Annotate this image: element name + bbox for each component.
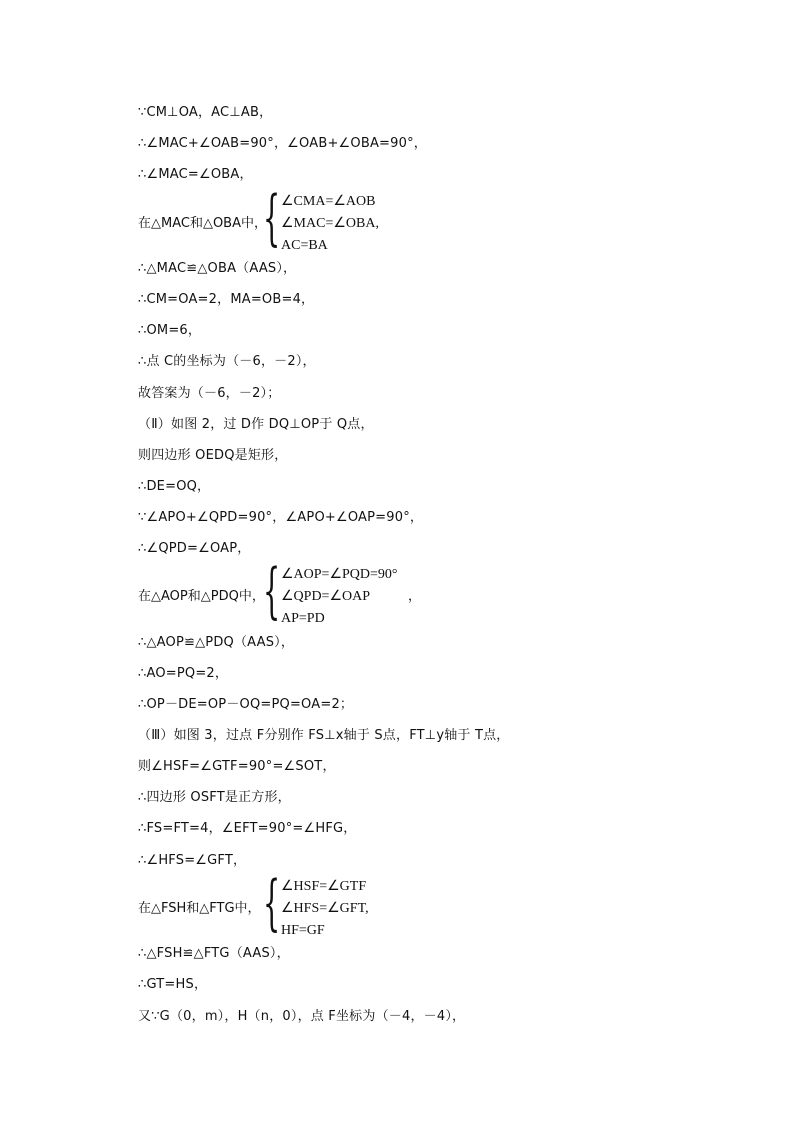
text-line: （Ⅲ）如图 3，过点 F分别作 FS⊥x轴于 S点，FT⊥y轴于 T点， <box>138 728 510 743</box>
text-line: ∴△FSH≌△FTG（AAS）， <box>138 946 290 961</box>
equation: AP=PD <box>281 611 325 626</box>
text-line: ∴OM=6， <box>138 323 202 338</box>
text-line: ∴点 C的坐标为（－6，－2）， <box>138 354 316 369</box>
text-line: ∴∠MAC+∠OAB=90°，∠OAB+∠OBA=90°， <box>138 136 427 151</box>
text-line: ∴四边形 OSFT是正方形， <box>138 790 291 805</box>
text-line: 故答案为（－6，－2）； <box>138 386 281 401</box>
text-line: 则四边形 OEDQ是矩形， <box>138 448 288 463</box>
text-line: 又∵G（0，m），H（n，0），点 F坐标为（－4，－4）， <box>138 1009 466 1024</box>
equation: ∠CMA=∠AOB <box>281 194 376 209</box>
system-lead: 在△MAC和△OBA中， <box>138 216 267 231</box>
brace: { <box>263 868 281 938</box>
text-line: （Ⅱ）如图 2，过 D作 DQ⊥OP于 Q点， <box>138 417 374 432</box>
text-line: ∴OP－DE=OP－OQ=PQ=OA=2； <box>138 697 354 712</box>
brace: { <box>263 556 281 626</box>
system-equations <box>281 565 398 631</box>
text-line: ∴DE=OQ， <box>138 479 211 494</box>
text-line: ∴△AOP≌△PDQ（AAS）， <box>138 635 295 650</box>
equation: AC=BA <box>281 238 328 253</box>
text-line: 则∠HSF=∠GTF=90°=∠SOT， <box>138 759 336 774</box>
text-line: ∴△MAC≌△OBA（AAS）， <box>138 261 297 276</box>
text-line: ∴∠MAC=∠OBA， <box>138 167 253 182</box>
text-line: ∴GT=HS， <box>138 977 208 992</box>
equation: HF=GF <box>281 923 325 938</box>
text-line: ∴FS=FT=4，∠EFT=90°=∠HFG， <box>138 821 357 836</box>
text-line: ∴∠HFS=∠GFT， <box>138 853 247 868</box>
text-line: ∵∠APO+∠QPD=90°，∠APO+∠OAP=90°， <box>138 510 424 525</box>
equation: ∠HFS=∠GFT, <box>281 901 369 916</box>
system-lead: 在△AOP和△PDQ中， <box>138 589 265 604</box>
system-tail: ， <box>408 589 422 604</box>
equation: ∠QPD=∠OAP <box>281 589 371 604</box>
text-line: ∴CM=OA=2，MA=OB=4， <box>138 292 315 307</box>
equation: ∠MAC=∠OBA, <box>281 216 379 231</box>
text-line: ∴AO=PQ=2， <box>138 666 229 681</box>
equation: ∠HSF=∠GTF <box>281 879 367 894</box>
system-equations <box>281 877 369 943</box>
system-lead: 在△FSH和△FTG中， <box>138 901 261 916</box>
system-equations <box>281 192 379 258</box>
text-line: ∵CM⊥OA，AC⊥AB， <box>138 105 273 120</box>
text-line: ∴∠QPD=∠OAP， <box>138 541 251 556</box>
brace: { <box>263 183 281 253</box>
equation: ∠AOP=∠PQD=90° <box>281 567 398 582</box>
